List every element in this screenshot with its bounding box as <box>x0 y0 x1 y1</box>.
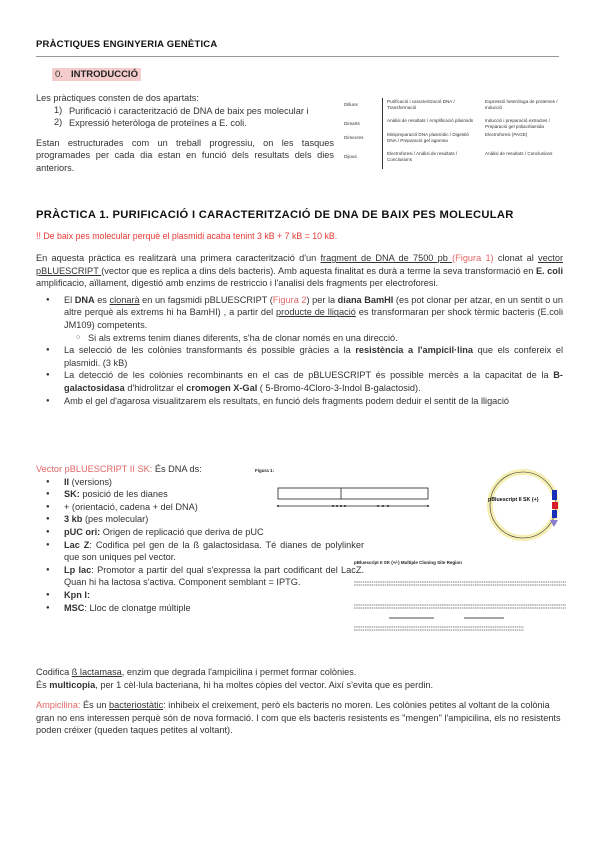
vector-list-item: ● MSC: Lloc de clonatge múltiple <box>36 602 311 615</box>
schedule-day: Dijous <box>344 154 357 159</box>
document-title: PRÀCTIQUES ENGINYERIA GENÈTICA <box>36 39 218 50</box>
figure1-label: Figura 1: <box>255 468 275 473</box>
section-title: INTRODUCCIÓ <box>70 69 138 80</box>
mcs-sequence-figure <box>354 572 566 634</box>
vector-list-item: ● + (orientació, cadena + del DNA) <box>36 501 311 514</box>
schedule-cell: Purificació i caracterització DNA / Transformació <box>383 98 482 117</box>
intro-paragraph-p1: En aquesta pràctica es realitzarà una primera caracterització d'un fragment de DNA de 7500 pb (Figura 1) clonat al vector pBLUESCRIPT (vector que es replica a dins dels bacteris). Amb aquesta finalitat es durà a terme la seva transformació en E. coli amplificacio, aïllament, digestió amb enzims de restriccio i l'analisi dels fragments per electroforesi. <box>36 253 564 289</box>
practica1-body <box>36 252 563 407</box>
schedule-cell: Electroforesi / Anàlisi de resultats / Conclusions <box>383 150 482 169</box>
schedule-row <box>340 131 565 150</box>
schedule-row <box>340 150 565 169</box>
schedule-cell: Anàlisi de resultats / Conclusions <box>485 151 553 156</box>
plasmid-map-figure2 <box>478 462 568 547</box>
intro-paragraph: Estan estructurades com un treball progressiu, on les tasques programades per cada dia estan en funció dels resultats dels dies anteriors. <box>36 137 334 173</box>
divider <box>36 56 559 57</box>
plasmid-label: pBluescript II SK (+) <box>488 497 539 503</box>
vector-label: Vector pBLUESCRIPT II SK: <box>36 464 153 474</box>
multicopy-line: És multicopia, per 1 cèl·lula bacteriana, hi ha moltes còpies del vector. Així s'evita que es perdin. <box>36 679 434 690</box>
vector-section: Vector pBLUESCRIPT II SK: És DNA ds: ● II (versions) ● SK: posició de les dianes ● + (orientació, cadena + del DNA) ● 3 kb (pes molecular) ● pUC ori: Origen de replicació que deriva de pUC ● Lac Z: Codifica pel gen de la ß galactosidasa. Té dianes de polylinker que son uniques pel vector. ● Lp lac: Promotor a partir del qual s'expressa la part codificant del LacZ. Quan hi ha lactosa s'activa. Component semblant = IPTG. ● Kpn I: ● MSC: Lloc de clonatge múltiple <box>36 463 311 614</box>
intro-item: 1) Purificació i caracterització de DNA de baix pes molecular i <box>54 104 309 116</box>
schedule-cell: Inducció i preparació extractes / Preparació gel poliacrilamida <box>485 118 550 129</box>
vector-list-item: ● Lac Z: Codifica pel gen de la ß galactosidasa. Té dianes de polylinker que son uniques pel vector. <box>36 539 364 564</box>
schedule-row <box>340 117 565 131</box>
intro-item: 2) Expressió heteròloga de proteïnes a E. coli. <box>54 117 247 129</box>
schedule-cell: Electroforesi (PAGE) <box>485 132 528 137</box>
schedule-day: Dilluns <box>344 102 358 107</box>
schedule-table <box>340 98 565 169</box>
section-heading-intro <box>52 68 141 81</box>
closing-text <box>36 666 563 737</box>
vector-list-item: ● Lp lac: Promotor a partir del qual s'expressa la part codificant del LacZ. Quan hi ha lactosa s'activa. Component semblant = IPTG. <box>36 564 364 589</box>
practica1-heading: PRÀCTICA 1. PURIFICACIÓ I CARACTERITZACIÓ DE DNA DE BAIX PES MOLECULAR <box>36 209 514 221</box>
practica1-bullets <box>36 294 563 407</box>
schedule-row <box>340 98 565 117</box>
mcs-title: pBluescript II SK (+/-) Multiple Cloning Site Region <box>354 560 462 565</box>
list-item: ● La selecció de les colònies transformants és possible gràcies a la resistència a l'ampicil·lina que els confereix el plasmidi. (3 kB) <box>36 344 563 369</box>
vector-list-item: ● 3 kb (pes molecular) <box>36 513 311 526</box>
schedule-cell: Expressió heteròloga de proteïnes / Inducció <box>485 99 558 110</box>
vector-list-item: ● SK: posició de les dianes <box>36 488 311 501</box>
figure1-map <box>268 478 438 528</box>
list-item: ● Amb el gel d'agarosa visualitzarem els resultats, en funció dels fragments podem deduir el sentit de la lligació <box>36 395 563 408</box>
schedule-cell: Minipreparació DNA plasmídic / Digestió DNA / Preparació gel agarosa <box>383 131 482 150</box>
schedule-day: Dimecres <box>344 135 364 140</box>
beta-lactamase-line: Codifica ß lactamasa, enzim que degrada l'ampicilina i permet formar colònies. <box>36 667 357 677</box>
section-number: 0. <box>55 69 63 80</box>
vector-list-item: ● Kpn I: <box>36 589 311 602</box>
list-item: ● La detecció de les colònies recombinants en el cas de pBLUESCRIPT és possible mercès a la capacitat de la B-galactosidasa d'hidrolitzar el cromogen X-Gal ( 5-Bromo-4Cloro-3-Indol B-galactosid). <box>36 369 563 394</box>
schedule-cell: Anàlisi de resultats / Amplificació plàsmids <box>383 117 482 131</box>
intro-text <box>36 92 334 175</box>
vector-list-item: ● pUC ori: Origen de replicació que deriva de pUC <box>36 526 311 539</box>
list-subitem: ○ Si als extrems tenim dianes diferents, s'ha de clonar només en una direcció. <box>36 332 563 345</box>
schedule-day: Dimarts <box>344 121 360 126</box>
note: !! De baix pes molecular perquè el plasmidi acaba tenint 3 kB + 7 kB = 10 kB. <box>36 231 338 241</box>
intro-lead: Les pràctiques consten de dos apartats: <box>36 93 199 103</box>
list-item: ● El DNA es clonarà en un fagsmidi pBLUESCRIPT (Figura 2) per la diana BamHI (es pot clonar per atzar, en un sentit o un altre perquè als extrems hi ha BamHI) , a partir del producte de lligació es transformaran per shock tèrmic bacteris (E.coli JM109) competents. <box>36 294 563 332</box>
vector-list-item: ● II (versions) <box>36 476 311 489</box>
ampicillin-paragraph: Ampicilina: És un bacteriostàtic: inhibeix el creixement, però els bacteris no moren. Les colònies petites al voltant de la colònia gran no ens interessen perquè són de nova formació. I com que els bacteris resistents es "mengen" l'ampicilina, els no resistents poden créixer (queden taques petites al voltant). <box>36 700 561 736</box>
